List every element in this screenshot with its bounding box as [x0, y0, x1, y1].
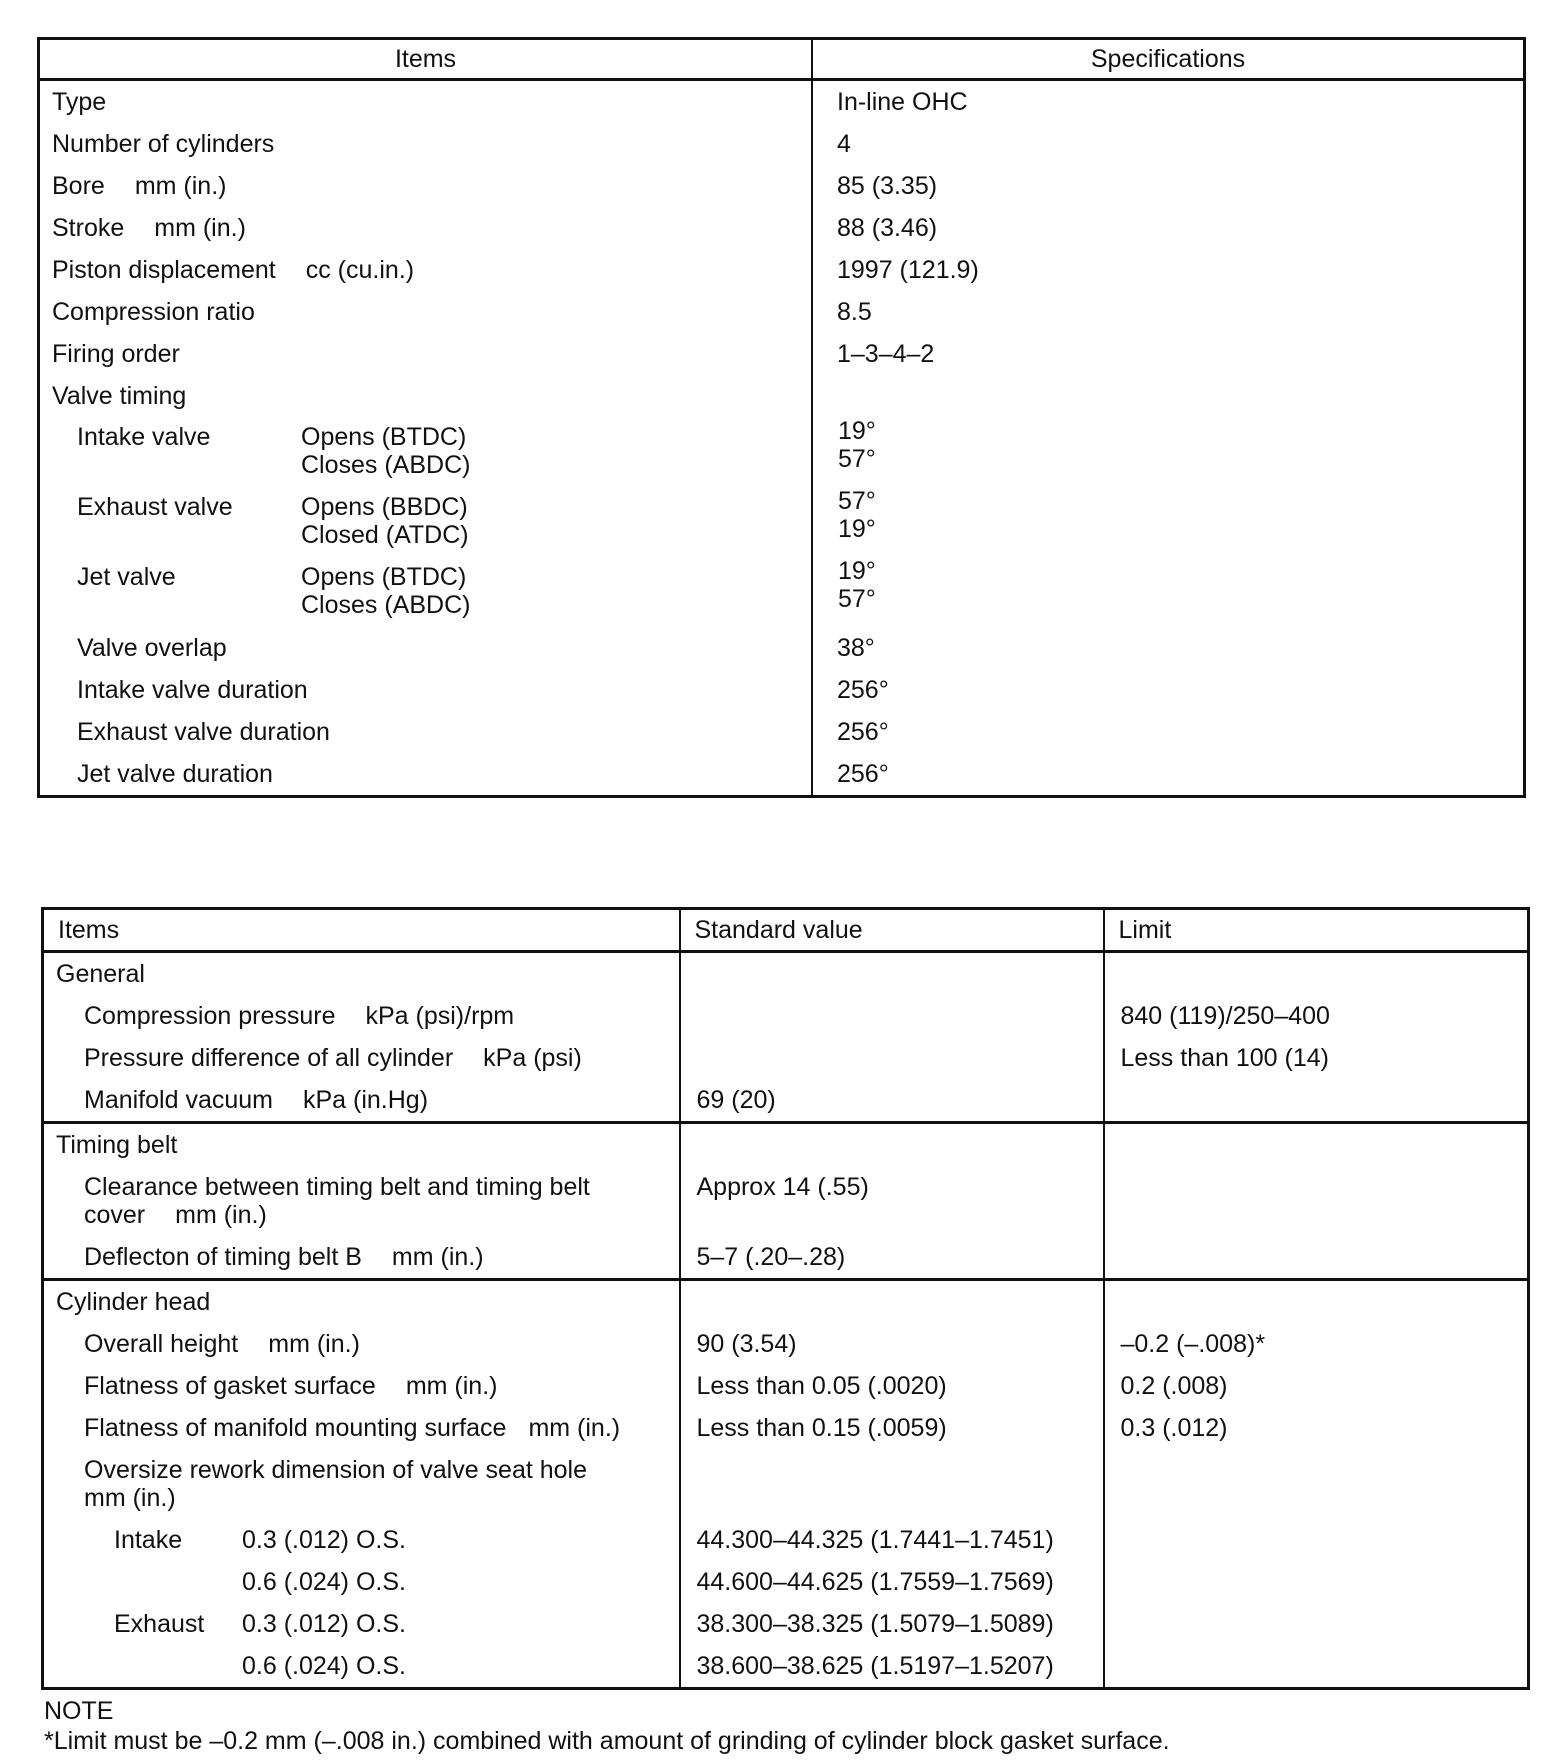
item-unit: mm (in.) [528, 1414, 621, 1442]
spec-value: In-line OHC [837, 88, 968, 116]
item-unit: mm (in.) [391, 1243, 484, 1271]
standard-value: 90 (3.54) [696, 1330, 797, 1358]
item-unit: kPa (in.Hg) [302, 1086, 429, 1114]
valve-name: Exhaust valve [77, 493, 233, 521]
valve-angle: 57° [838, 445, 876, 473]
spec-row [39, 207, 1525, 249]
limit-value: –0.2 (–.008)* [1120, 1330, 1266, 1358]
table-row [43, 1079, 1529, 1123]
spec-item: Piston displacement [52, 256, 276, 284]
table-row [43, 1323, 1529, 1365]
item-label-cont: cover [84, 1201, 146, 1229]
group-title: Timing belt [56, 1131, 178, 1159]
duration-value: 256° [837, 676, 889, 704]
item-label: Manifold vacuum [84, 1086, 273, 1114]
duration-item: Exhaust valve duration [77, 718, 330, 746]
duration-row [39, 669, 1525, 711]
spec-row [39, 80, 1525, 124]
spec-unit: mm (in.) [154, 214, 246, 242]
duration-row [39, 627, 1525, 669]
duration-item: Valve overlap [77, 634, 227, 662]
oversize-kind [114, 1645, 242, 1687]
standard-value: Less than 0.05 (.0020) [696, 1372, 947, 1400]
spec-value: 88 (3.46) [837, 214, 938, 242]
spec-item: Valve timing [52, 382, 187, 410]
header-limit: Limit [1104, 909, 1529, 952]
table-row [43, 1449, 1529, 1519]
header-standard-value: Standard value [680, 909, 1104, 952]
limit-value: Less than 100 (14) [1120, 1044, 1329, 1072]
spec-row [39, 123, 1525, 165]
item-label: Flatness of gasket surface [84, 1372, 376, 1400]
valve-timing-row [39, 417, 1525, 487]
item-unit: kPa (psi) [483, 1044, 582, 1072]
valve-angle: 19° [838, 417, 876, 445]
valve-name: Jet valve [77, 563, 176, 591]
spec-item: Bore [52, 172, 105, 200]
spec-value: 85 (3.35) [837, 172, 938, 200]
valve-angle: 57° [838, 487, 876, 515]
header-row [43, 909, 1529, 952]
standard-value: Approx 14 (.55) [696, 1173, 869, 1201]
limit-value: 0.3 (.012) [1120, 1414, 1228, 1442]
valve-event: Closes (ABDC) [301, 591, 471, 619]
standard-value: 38.600–38.625 (1.5197–1.5207) [696, 1652, 1054, 1680]
limit-value: 840 (119)/250–400 [1120, 1002, 1330, 1030]
table-row [43, 1365, 1529, 1407]
oversize-size: 0.3 (.012) O.S. [242, 1610, 406, 1638]
duration-value: 256° [837, 718, 889, 746]
spec-item: Firing order [52, 340, 180, 368]
item-unit: mm (in.) [175, 1201, 267, 1229]
oversize-row [43, 1561, 1529, 1603]
standard-value: 69 (20) [696, 1086, 776, 1114]
standard-value: 38.300–38.325 (1.5079–1.5089) [696, 1610, 1054, 1638]
note-text: *Limit must be –0.2 mm (–.008 in.) combined with amount of grinding of cylinder block gasket surface. [44, 1727, 1170, 1755]
spec-item: Stroke [52, 214, 125, 242]
header-items: Items [39, 39, 813, 80]
limit-value: 0.2 (.008) [1120, 1372, 1228, 1400]
standard-value: Less than 0.15 (.0059) [696, 1414, 947, 1442]
spec-row [39, 375, 1525, 417]
valve-angle: 19° [838, 515, 876, 543]
group-title: Cylinder head [56, 1288, 211, 1316]
duration-value: 256° [837, 760, 889, 788]
valve-event: Opens (BBDC) [301, 493, 468, 521]
header-items: Items [43, 909, 680, 952]
spec-value: 8.5 [837, 298, 872, 326]
valve-event: Closed (ATDC) [301, 521, 469, 549]
group-row-general [43, 952, 1529, 996]
item-label: Pressure difference of all cylinder [84, 1044, 454, 1072]
duration-item: Jet valve duration [77, 760, 273, 788]
oversize-kind: Intake [114, 1526, 183, 1554]
oversize-row [43, 1519, 1529, 1561]
duration-item: Intake valve duration [77, 676, 308, 704]
oversize-kind: Exhaust [114, 1610, 205, 1638]
valve-angle: 19° [838, 557, 876, 585]
header-row [39, 39, 1525, 80]
oversize-size: 0.6 (.024) O.S. [242, 1652, 406, 1680]
group-row-timing-belt [43, 1123, 1529, 1167]
spec-value: 1–3–4–2 [837, 340, 935, 368]
oversize-size: 0.3 (.012) O.S. [242, 1526, 406, 1554]
spec-value: 4 [837, 130, 851, 158]
item-unit: mm (in.) [84, 1484, 176, 1512]
table-row [43, 1407, 1529, 1449]
oversize-row [43, 1603, 1529, 1645]
spec-row [39, 165, 1525, 207]
note-title: NOTE [44, 1697, 114, 1725]
spec-item: Number of cylinders [52, 130, 275, 158]
table-row [43, 995, 1529, 1037]
standard-value: 44.600–44.625 (1.7559–1.7569) [696, 1568, 1054, 1596]
table-row [43, 1166, 1529, 1236]
table-row [43, 1037, 1529, 1079]
group-row-cylinder-head [43, 1280, 1529, 1324]
item-label: Overall height [84, 1330, 239, 1358]
standard-values-table [41, 907, 1530, 1690]
duration-value: 38° [837, 634, 875, 662]
valve-event: Opens (BTDC) [301, 563, 467, 591]
specifications-table [37, 37, 1526, 798]
header-specifications: Specifications [812, 39, 1525, 80]
valve-timing-row [39, 487, 1525, 557]
item-label: Flatness of manifold mounting surface [84, 1414, 507, 1442]
oversize-kind [114, 1561, 242, 1603]
spec-item: Type [52, 88, 107, 116]
valve-event: Opens (BTDC) [301, 423, 467, 451]
item-unit: mm (in.) [268, 1330, 360, 1358]
duration-row [39, 711, 1525, 753]
spec-unit: cc (cu.in.) [305, 256, 415, 284]
spec-value: 1997 (121.9) [837, 256, 979, 284]
valve-angle: 57° [838, 585, 876, 613]
spec-row [39, 249, 1525, 291]
standard-value: 5–7 (.20–.28) [696, 1243, 846, 1271]
oversize-size: 0.6 (.024) O.S. [242, 1568, 406, 1596]
spec-row [39, 291, 1525, 333]
footnote [44, 1696, 1170, 1756]
item-label: Deflecton of timing belt B [84, 1243, 362, 1271]
duration-row [39, 753, 1525, 797]
valve-name: Intake valve [77, 423, 211, 451]
oversize-row [43, 1645, 1529, 1689]
spec-row [39, 333, 1525, 375]
group-title: General [56, 960, 145, 988]
table-row [43, 1236, 1529, 1280]
item-unit: kPa (psi)/rpm [365, 1002, 515, 1030]
standard-value: 44.300–44.325 (1.7441–1.7451) [696, 1526, 1054, 1554]
spec-item: Compression ratio [52, 298, 255, 326]
item-label: Clearance between timing belt and timing belt [84, 1173, 590, 1201]
valve-event: Closes (ABDC) [301, 451, 471, 479]
valve-timing-row [39, 557, 1525, 627]
spec-unit: mm (in.) [134, 172, 227, 200]
item-label: Oversize rework dimension of valve seat hole [84, 1456, 588, 1484]
item-label: Compression pressure [84, 1002, 336, 1030]
item-unit: mm (in.) [405, 1372, 498, 1400]
